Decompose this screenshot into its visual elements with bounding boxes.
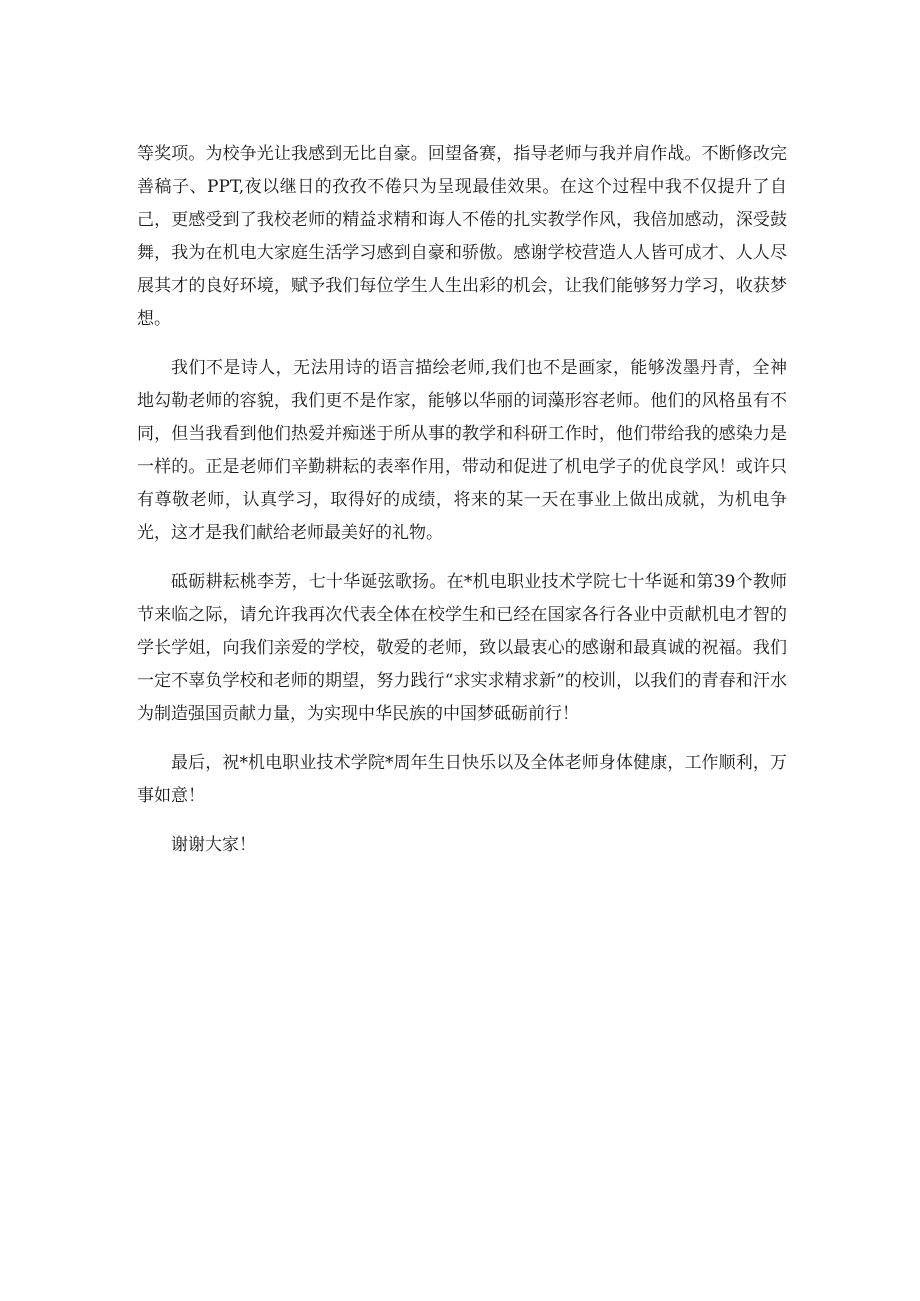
paragraph-1: 等奖项。为校争光让我感到无比自豪。回望备赛，指导老师与我并肩作战。不断修改完善稿子、PPT,夜以继日的孜孜不倦只为呈现最佳效果。在这个过程中我不仅提升了自己，更感受到了我校老师的精益求精和诲人不倦的扎实教学作风，我倍加感动，深受鼓舞，我为在机电大家庭生活学习感到自豪和骄傲。感谢学校营造人人皆可成才、人人尽展其才的良好环境，赋予我们每位学生人生出彩的机会，让我们能够努力学习，收获梦想。 [137, 144, 787, 329]
document-body [137, 138, 787, 878]
paragraph-4: 最后，祝*机电职业技术学院*周年生日快乐以及全体老师身体健康，工作顺利，万事如意！ [137, 753, 787, 806]
paragraph-2: 我们不是诗人，无法用诗的语言描绘老师,我们也不是画家，能够泼墨丹青，全神地勾勒老师的容貌，我们更不是作家，能够以华丽的词藻形容老师。他们的风格虽有不同，但当我看到他们热爱并痴迷于所从事的教学和科研工作时，他们带给我的感染力是一样的。正是老师们辛勤耕耘的表率作用，带动和促进了机电学子的优良学风！或许只有尊敬老师，认真学习，取得好的成绩，将来的某一天在事业上做出成就，为机电争光，这才是我们献给老师最美好的礼物。 [137, 358, 787, 543]
paragraph-3: 砥砺耕耘桃李芳，七十华诞弦歌扬。在*机电职业技术学院七十华诞和第39个教师节来临之际，请允许我再次代表全体在校学生和已经在国家各行各业中贡献机电才智的学长学姐，向我们亲爱的学校，敬爱的老师，致以最衷心的感谢和最真诚的祝福。我们一定不辜负学校和老师的期望，努力践行“求实求精求新”的校训，以我们的青春和汗水为制造强国贡献力量，为实现中华民族的中国梦砥砺前行！ [137, 572, 787, 724]
closing-thanks: 谢谢大家！ [171, 835, 256, 855]
